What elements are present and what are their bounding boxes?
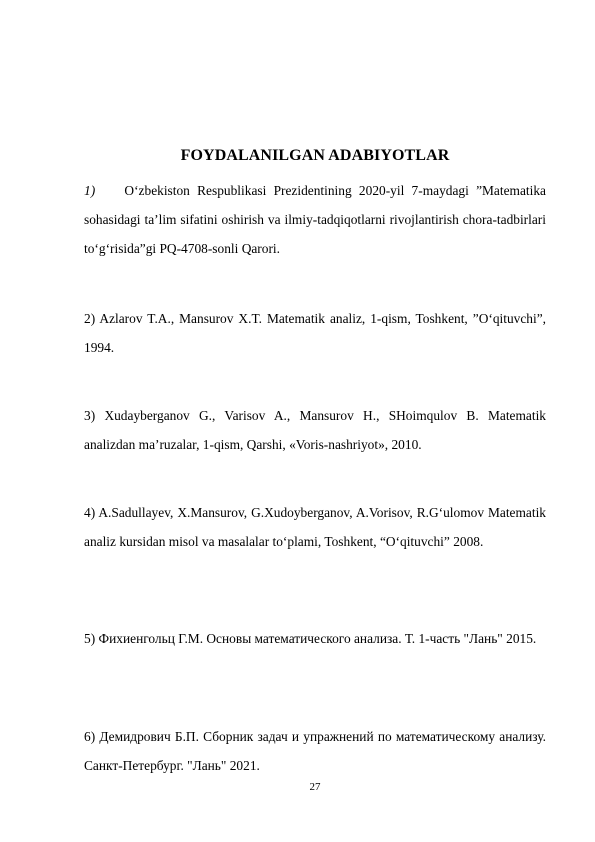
reference-number: 6)	[84, 729, 96, 744]
reference-number: 4)	[84, 505, 96, 520]
reference-item	[84, 624, 546, 653]
page-title: FOYDALANILGAN ADABIYOTLAR	[180, 147, 450, 164]
reference-text: A.Sadullayev, X.Mansurov, G.Xudoyberganov, A.Vorisov, R.G‘ulomov Matematik analiz kursidan misol va masalalar to‘plami, Toshkent, “O‘qituvchi” 2008.	[84, 505, 546, 549]
reference-item	[84, 401, 546, 459]
reference-number: 1)	[84, 183, 96, 198]
reference-item	[84, 304, 546, 362]
page-number: 27	[309, 781, 321, 793]
reference-text: Azlarov T.A., Mansurov X.T. Matematik analiz, 1-qism, Toshkent, ”O‘qituvchi”, 1994.	[84, 311, 547, 355]
reference-item	[84, 176, 546, 263]
reference-text: Xudayberganov G., Varisov A., Mansurov H., SHoimqulov B. Matematik analizdan ma’ruzalar, 1-qism, Qarshi, «Voris-nashriyot», 2010.	[84, 408, 546, 452]
reference-text: Фихиенгольц Г.М. Основы математического анализа. Т. 1-часть "Лань" 2015.	[98, 631, 537, 646]
reference-number: 2)	[84, 311, 96, 326]
reference-text: Демидрович Б.П. Сборник задач и упражнений по математическому анализу. Санкт-Петербург. "Лань" 2021.	[84, 729, 546, 773]
reference-text: O‘zbekiston Respublikasi Prezidentining 2020-yil 7-maydagi ”Matematika sohasidagi ta’lim sifatini oshirish va ilmiy-tadqiqotlarni rivojlantirish chora-tadbirlari to‘g‘risida”gi PQ-4708-sonli Qarori.	[84, 183, 546, 256]
reference-number: 3)	[84, 408, 96, 423]
reference-item	[84, 498, 546, 556]
reference-number: 5)	[84, 631, 96, 646]
reference-item	[84, 722, 546, 780]
